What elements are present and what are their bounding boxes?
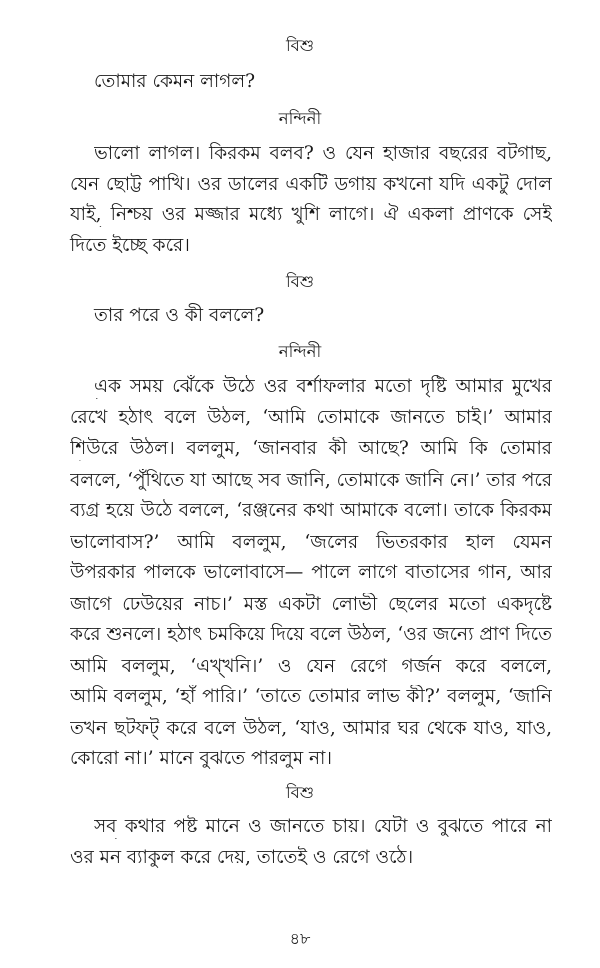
speaker-name: বিশু: [285, 272, 315, 291]
text-line: বললে, ‘পুঁথিতে যা আছে সব জানি, তোমাকে জানি নে।’ তার পরে: [70, 470, 552, 491]
speaker-name: নন্দিনী: [278, 342, 322, 361]
speaker-name: বিশু: [285, 36, 315, 55]
text-line: ভালো লাগল। কিরকম বলব? ও যেন হাজার বছরের বটগাছ,: [94, 143, 552, 164]
speaker-name: বিশু: [285, 783, 315, 802]
text-line: সব কথার পষ্ট মানে ও জানতে চায়। যেটা ও বুঝতে পারে না: [94, 816, 552, 837]
text-line: আমি বললুম, ‘হাঁ পারি।’ ‘তাতে তোমার লাভ কী?’ বললুম, ‘জানি: [70, 686, 552, 707]
text-line: শিউরে উঠল। বললুম, ‘জানবার কী আছে? আমি কি তোমার: [70, 438, 552, 459]
text-line: ওর মন ব্যাকুল করে দেয়, তাতেই ও রেগে ওঠে।: [70, 847, 414, 868]
text-line: তখন ছটফট্ করে বলে উঠল, ‘যাও, আমার ঘর থেকে যাও, যাও,: [70, 718, 552, 739]
text-line: যেন ছোট্ট পাখি। ওর ডালের একটি ডগায় কখনো যদি একটু দোল: [70, 174, 552, 195]
text-line: দিতে ইচ্ছে করে।: [70, 235, 190, 256]
text-line: রেখে হঠাৎ বলে উঠল, ‘আমি তোমাকে জানতে চাই।’ আমার: [70, 407, 552, 428]
text-line: কোরো না।’ মানে বুঝতে পারলুম না।: [70, 748, 332, 769]
text-line: তোমার কেমন লাগল?: [94, 71, 256, 92]
text-line: এক সময় ঝেঁকে উঠে ওর বর্শাফলার মতো দৃষ্টি আমার মুখের: [94, 376, 552, 397]
text-line: করে শুনলে। হঠাৎ চমকিয়ে দিয়ে বলে উঠল, ‘ওর জন্যে প্রাণ দিতে: [70, 624, 552, 645]
text-line: তার পরে ও কী বললে?: [94, 305, 265, 326]
page-number: ৪৮: [289, 929, 311, 948]
text-line: ব্যগ্র হয়ে উঠে বললে, ‘রঞ্জনের কথা আমাকে বলো। তাকে কিরকম: [70, 500, 552, 521]
text-line: যাই, নিশ্চয় ওর মজ্জার মধ্যে খুশি লাগে। ঐ একলা প্রাণকে সেই: [70, 204, 552, 225]
text-line: ভালোবাস?’ আমি বললুম, ‘জলের ভিতরকার হাল যেমন: [70, 532, 552, 553]
text-line: উপরকার পালকে ভালোবাসে— পালে লাগে বাতাসের গান, আর: [70, 562, 552, 583]
text-line: আমি বললুম, ‘এখ্খনি।’ ও যেন রেগে গর্জন করে বললে,: [70, 656, 552, 677]
speaker-name: নন্দিনী: [278, 109, 322, 128]
text-line: জাগে ঢেউয়ের নাচ।’ মস্ত একটা লোভী ছেলের মতো একদৃষ্টে: [70, 594, 552, 615]
